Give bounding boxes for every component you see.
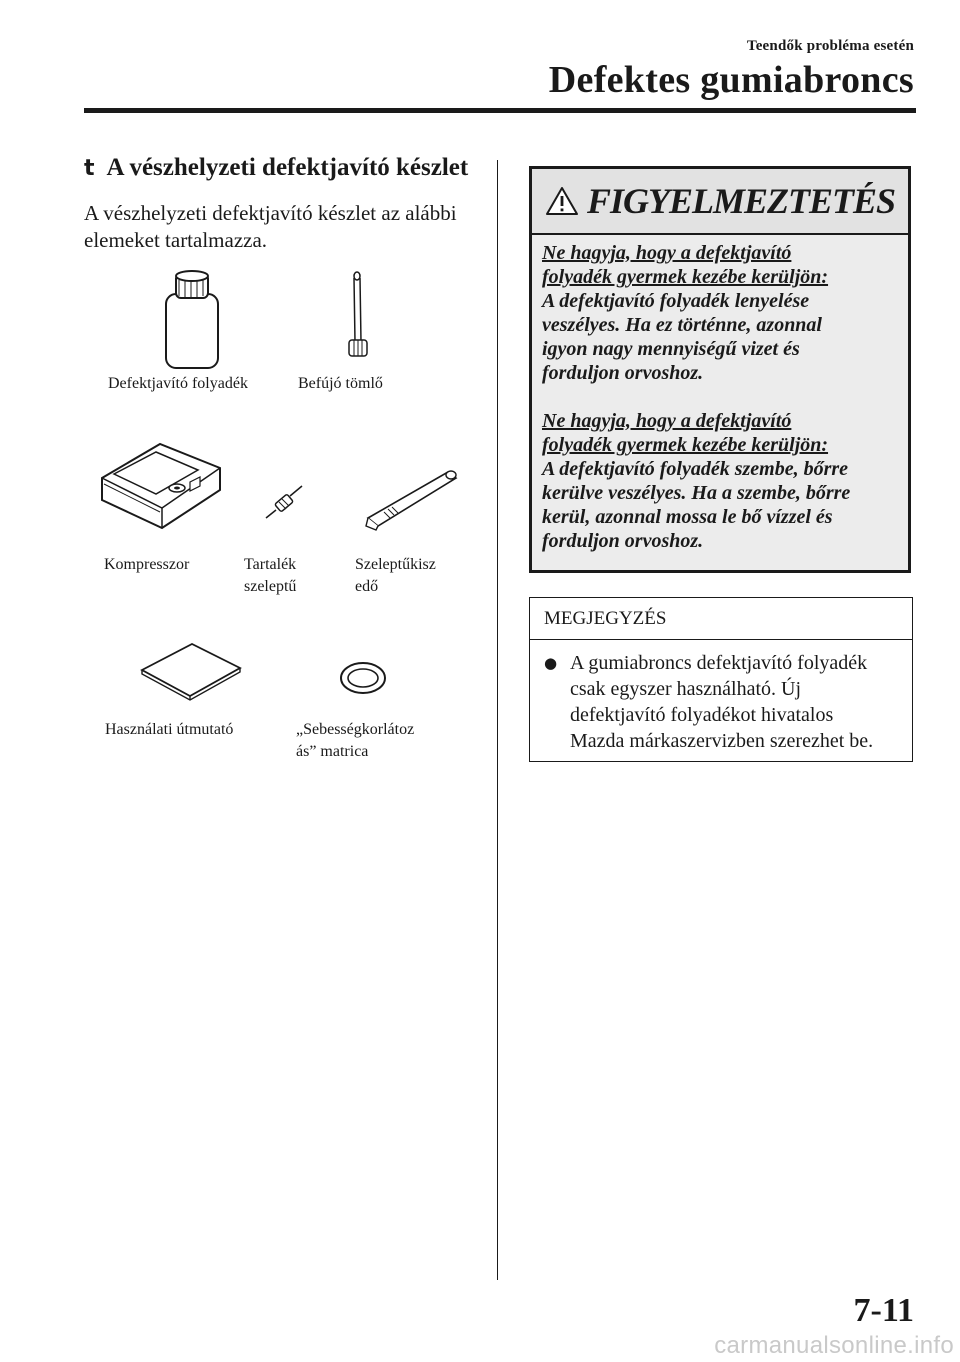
compressor-icon	[98, 438, 224, 534]
warning-header	[532, 169, 908, 235]
hose-icon	[344, 268, 372, 364]
page-number: 7-11	[853, 1292, 914, 1329]
warning-1-underlined-line-2: folyadék gyermek kezébe kerüljön:	[542, 266, 829, 288]
warning-1-underlined-line-1: Ne hagyja, hogy a defektjavító	[542, 242, 792, 264]
valve-core-icon	[262, 482, 306, 522]
note-body	[530, 640, 912, 754]
caption-valve-tool	[355, 554, 436, 598]
bottle-icon	[160, 268, 224, 372]
warning-2-line-3: kerül, azonnal mossa le bő vízzel és	[542, 506, 833, 528]
section-heading	[84, 154, 484, 182]
warning-1-line-4: forduljon orvoshoz.	[542, 362, 704, 384]
note-line-2: csak egyszer használható. Új	[570, 678, 802, 700]
note-line-3: defektjavító folyadékot hivatalos	[570, 704, 834, 726]
warning-1-line-1: A defektjavító folyadék lenyelése	[542, 290, 810, 312]
note-line-4: Mazda márkaszervizben szerezhet be.	[570, 730, 874, 752]
header-rule	[84, 108, 916, 113]
warning-1-line-3: igyon nagy mennyiségű vizet és	[542, 338, 800, 360]
heading-text: A vészhelyzeti defektjavító készlet	[106, 154, 469, 181]
warning-body	[532, 235, 908, 553]
caption-sticker-line-1: „Sebességkorlátoz	[296, 721, 415, 738]
warning-2-line-2: kerülve veszélyes. Ha a szembe, bőrre	[542, 482, 851, 504]
caption-sticker	[296, 719, 414, 763]
heading-bullet: t	[84, 156, 95, 181]
note-line-1: A gumiabroncs defektjavító folyadék	[570, 652, 868, 674]
warning-2-line-4: forduljon orvoshoz.	[542, 530, 704, 552]
warning-2-underlined-line-1: Ne hagyja, hogy a defektjavító	[542, 410, 792, 432]
header-section: Teendők probléma esetén	[746, 38, 914, 54]
watermark: carmanualsonline.info	[714, 1332, 954, 1359]
note-title: MEGJEGYZÉS	[530, 598, 912, 640]
caption-valve-core-line-1: Tartalék	[244, 556, 297, 573]
page-title: Defektes gumiabroncs	[548, 59, 914, 101]
caption-liquid: Defektjavító folyadék	[108, 375, 248, 392]
warning-1-line-2: veszélyes. Ha ez történne, azonnal	[542, 314, 822, 336]
warning-triangle-icon	[545, 186, 579, 216]
caption-valve-core-line-2: szeleptű	[244, 578, 297, 595]
caption-compressor: Kompresszor	[104, 556, 190, 573]
warning-title: FIGYELMEZTETÉS	[586, 181, 896, 221]
note-bullet-icon: ●	[544, 654, 558, 672]
caption-valve-core	[244, 554, 296, 598]
manual-icon	[138, 640, 244, 702]
caption-manual: Használati útmutató	[105, 721, 234, 738]
note-box	[529, 597, 913, 762]
caption-hose: Befújó tömlő	[298, 375, 383, 392]
column-divider	[497, 160, 498, 1280]
caption-valve-tool-line-1: Szeleptűkisz	[355, 556, 436, 573]
caption-valve-tool-line-2: edő	[355, 578, 379, 595]
speed-sticker-icon	[338, 660, 388, 696]
intro-text: A vészhelyzeti defektjavító készlet az alábbi elemeket tartalmazza.	[84, 201, 457, 252]
warning-2-underlined-line-2: folyadék gyermek kezébe kerüljön:	[542, 434, 829, 456]
warning-box	[529, 166, 911, 573]
caption-sticker-line-2: ás” matrica	[296, 743, 369, 760]
warning-2-line-1: A defektjavító folyadék szembe, bőrre	[542, 458, 849, 480]
valve-tool-icon	[362, 466, 462, 532]
